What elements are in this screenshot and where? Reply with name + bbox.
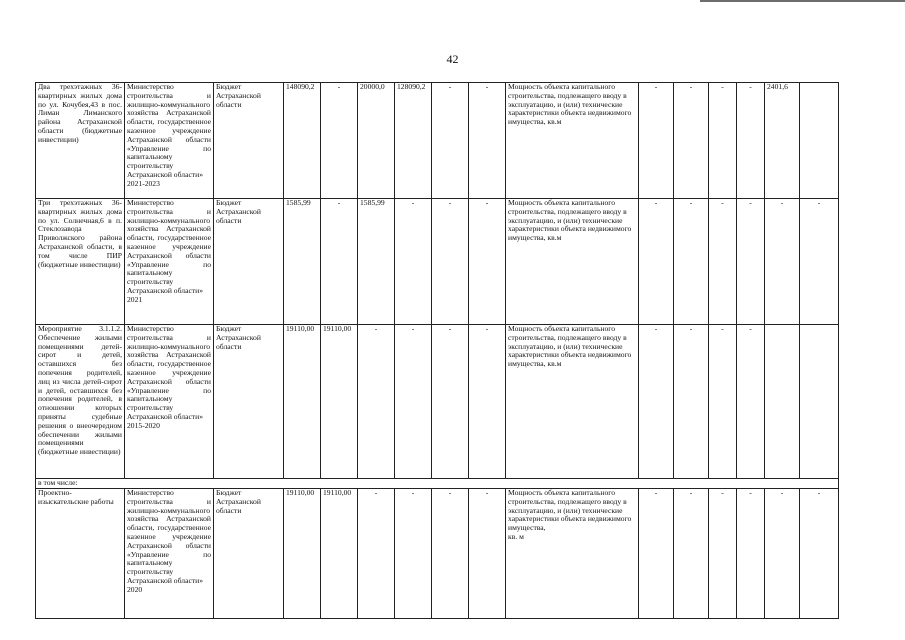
row-source: Бюджет Астраханской области [214, 325, 284, 479]
row-indicator: Мощность объекта капитального строительства, подлежащего вводу в эксплуатацию, и (или) технические характеристики объекта недвижимого имущества, кв. м [506, 489, 639, 619]
cell-indicator-value: - [737, 489, 765, 619]
cell-value: - [358, 325, 395, 479]
cell-total: 1585,99 [284, 199, 321, 325]
cell-indicator-value: - [674, 83, 709, 199]
cell-indicator-value [800, 83, 839, 199]
row-name: Мероприятие 3.1.1.2. Обеспечение жилыми помещениями детей-сирот и детей, оставшихся без попечения родителей, лиц из числа детей-сирот и детей, оставшихся без попечения родителей, в отношении которых приняты судебные решения о внеочередном обеспечении жилыми помещениями (бюджетные инвестиции) [36, 325, 125, 479]
cell-indicator-value: - [800, 489, 839, 619]
row-indicator: Мощность объекта капитального строительства, подлежащего вводу в эксплуатацию, и (или) технические характеристики объекта недвижимого имущества, кв.м [506, 199, 639, 325]
row-name: Проектно-изыскательские работы [36, 489, 125, 619]
cell-indicator-value: - [737, 83, 765, 199]
cell-indicator-value: - [674, 325, 709, 479]
row-indicator: Мощность объекта капитального строительства, подлежащего вводу в эксплуатацию, и (или) технические характеристики объекта недвижимого имущества, кв.м [506, 83, 639, 199]
top-rule [700, 0, 905, 2]
row-executor: Министерство строительства и жилищно-коммунального хозяйства Астраханской области, государственное казенное учреждение Астраханской области «Управление по капитальному строительству Астраханской области» 2020 [125, 489, 214, 619]
cell-value: - [321, 83, 358, 199]
row-indicator: Мощность объекта капитального строительства, подлежащего вводу в эксплуатацию, и (или) технические характеристики объекта недвижимого имущества, кв.м [506, 325, 639, 479]
cell-indicator-value: - [737, 325, 765, 479]
cell-value: - [395, 489, 432, 619]
cell-total: 19110,00 [284, 489, 321, 619]
cell-indicator-value: - [674, 199, 709, 325]
cell-indicator-value: - [765, 199, 800, 325]
cell-indicator-value: - [674, 489, 709, 619]
cell-value: 1585,99 [358, 199, 395, 325]
cell-total: 148090,2 [284, 83, 321, 199]
cell-total: 19110,00 [284, 325, 321, 479]
cell-indicator-value: 2401,6 [765, 83, 800, 199]
cell-indicator-value: - [709, 489, 737, 619]
table-row [36, 199, 839, 325]
cell-value: - [321, 199, 358, 325]
cell-indicator-value [800, 325, 839, 479]
page-number: 42 [446, 52, 459, 66]
cell-value: - [469, 325, 506, 479]
cell-value: - [469, 83, 506, 199]
cell-indicator-value: - [737, 199, 765, 325]
row-executor: Министерство строительства и жилищно-коммунального хозяйства Астраханской области, государственное казенное учреждение Астраханской области «Управление по капитальному строительству Астраханской области» 2021-2023 [125, 83, 214, 199]
cell-value: - [432, 325, 469, 479]
cell-value: - [432, 199, 469, 325]
row-executor: Министерство строительства и жилищно-коммунального хозяйства Астраханской области, государственное казенное учреждение Астраханской области «Управление по капитальному строительству Астраханской области» 2021 [125, 199, 214, 325]
row-source: Бюджет Астраханской области [214, 199, 284, 325]
table-row [36, 325, 839, 479]
cell-value: - [469, 489, 506, 619]
cell-value: 19110,00 [321, 489, 358, 619]
subheader-label: в том числе: [36, 479, 839, 489]
cell-indicator-value: - [709, 83, 737, 199]
row-source: Бюджет Астраханской области [214, 489, 284, 619]
cell-value: 20000,0 [358, 83, 395, 199]
table-row-subheader [36, 479, 839, 489]
table-row [36, 489, 839, 619]
cell-value: 19110,00 [321, 325, 358, 479]
cell-indicator-value: - [800, 199, 839, 325]
row-name: Два трехэтажных 36-квартирных жилых дома по ул. Кочубея,43 в пос. Лиман Лиманского района Астраханской области (бюджетные инвестиции) [36, 83, 125, 199]
cell-indicator-value: - [639, 83, 674, 199]
row-executor: Министерство строительства и жилищно-коммунального хозяйства Астраханской области, государственное казенное учреждение Астраханской области «Управление по капитальному строительству Астраханской области» 2015-2020 [125, 325, 214, 479]
cell-value: - [432, 489, 469, 619]
cell-value: 128090,2 [395, 83, 432, 199]
table-row [36, 83, 839, 199]
cell-value: - [469, 199, 506, 325]
program-table [35, 82, 839, 619]
cell-indicator-value: - [765, 489, 800, 619]
cell-indicator-value: - [709, 199, 737, 325]
cell-value: - [395, 199, 432, 325]
row-source: Бюджет Астраханской области [214, 83, 284, 199]
cell-value: - [432, 83, 469, 199]
cell-indicator-value: - [639, 325, 674, 479]
cell-indicator-value: - [639, 199, 674, 325]
cell-value: - [358, 489, 395, 619]
cell-indicator-value [765, 325, 800, 479]
row-name: Три трехэтажных 36-квартирных жилых дома по ул. Солнечная,6 в п. Стеклозавода Приволжского района Астраханской области, в том числе ПИР (бюджетные инвестиции) [36, 199, 125, 325]
cell-value: - [395, 325, 432, 479]
cell-indicator-value: - [709, 325, 737, 479]
cell-indicator-value: - [639, 489, 674, 619]
